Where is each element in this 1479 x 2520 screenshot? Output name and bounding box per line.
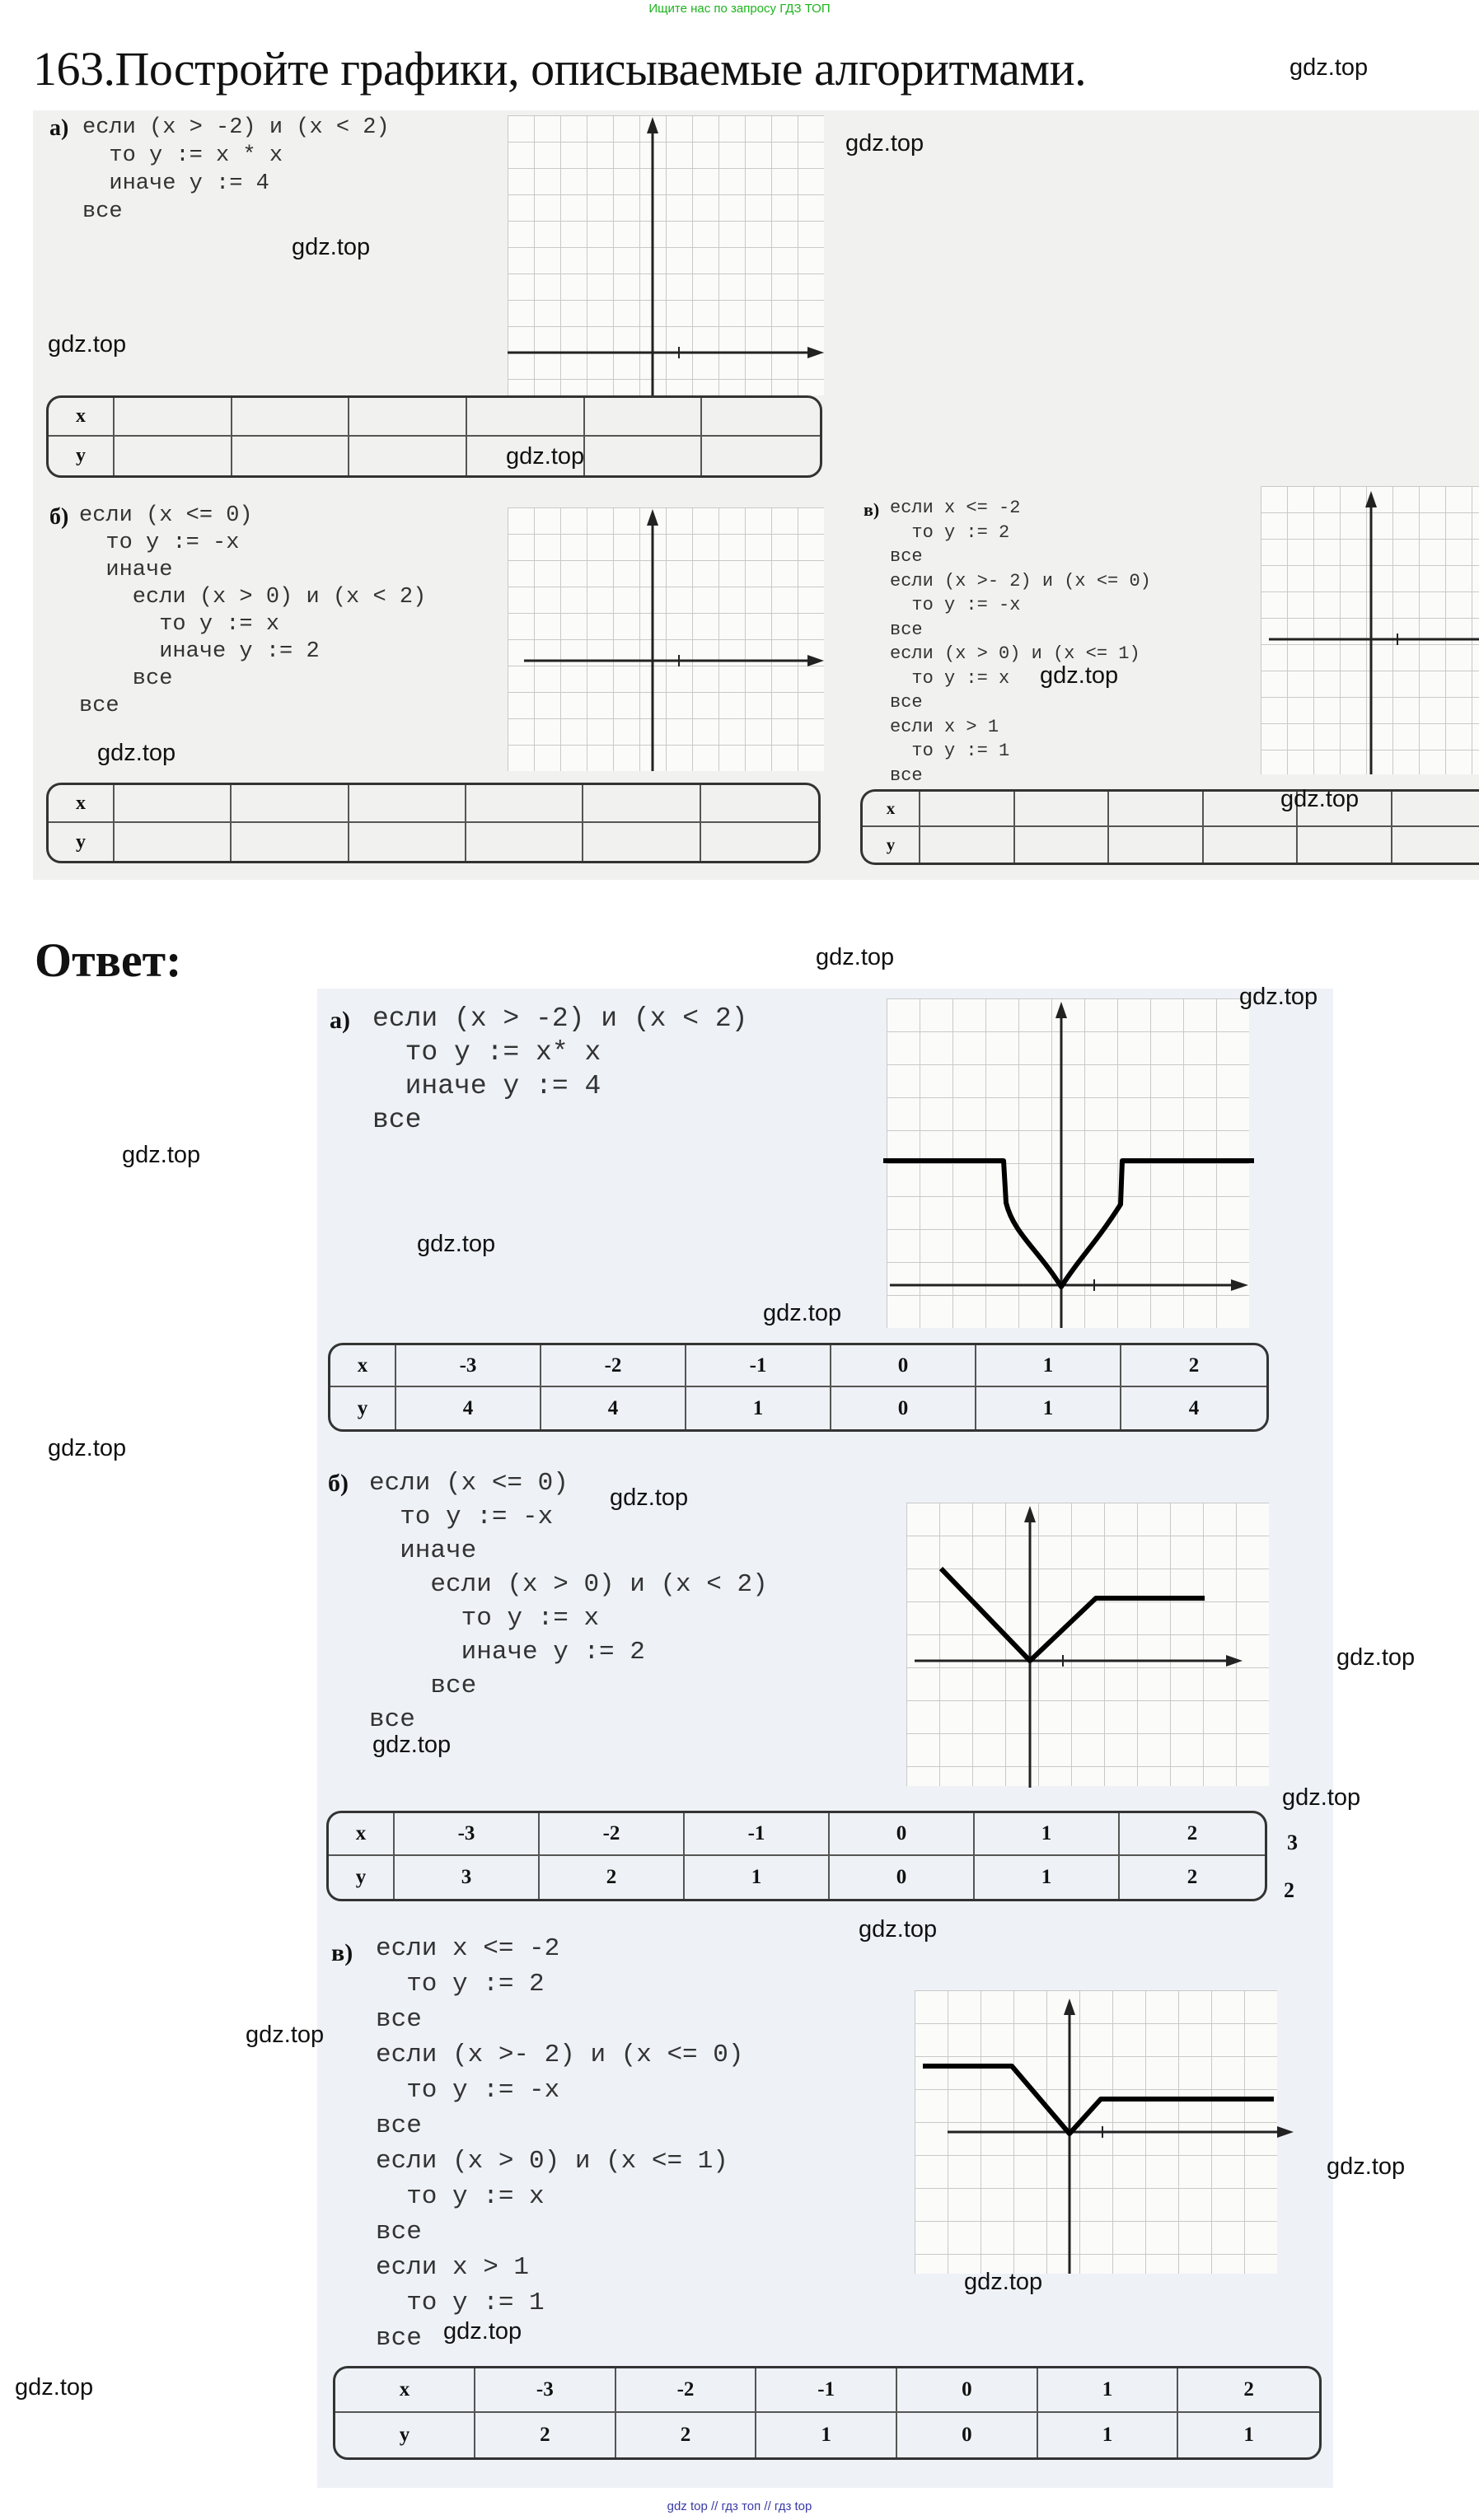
table-cell: 1 bbox=[686, 1387, 831, 1429]
top-note: Ищите нас по запросу ГДЗ ТОП bbox=[648, 2, 831, 16]
table-cell: -3 bbox=[395, 1813, 540, 1856]
task-b-cell bbox=[466, 785, 583, 823]
task-b-cell bbox=[232, 823, 349, 861]
answer-a-x-label: x bbox=[330, 1345, 396, 1387]
table-cell: -1 bbox=[686, 1345, 831, 1387]
task-b-table bbox=[46, 783, 821, 863]
table-cell: 0 bbox=[831, 1387, 976, 1429]
watermark: gdz.top bbox=[15, 2374, 94, 2401]
task-c-table bbox=[860, 789, 1479, 865]
watermark: gdz.top bbox=[292, 234, 371, 260]
answer-c-y-label: y bbox=[335, 2413, 475, 2457]
task-c-label: в) bbox=[864, 499, 880, 520]
task-a-cell bbox=[585, 398, 703, 437]
answer-b-plot bbox=[898, 1499, 1252, 1788]
task-c-axes bbox=[1261, 486, 1479, 774]
answer-b-code: если (x <= 0) то y := -x иначе если (x > 0) и (x < 2) то y := x иначе y := 2 все все bbox=[369, 1469, 768, 1734]
answer-b-extra-x: 3 bbox=[1287, 1830, 1298, 1854]
watermark: gdz.top bbox=[1336, 1644, 1416, 1671]
table-cell: -2 bbox=[616, 2368, 757, 2413]
answer-a-y-label: y bbox=[330, 1387, 396, 1429]
table-cell: 1 bbox=[685, 1856, 830, 1899]
task-c-cell bbox=[1392, 827, 1479, 863]
task-a-cell bbox=[232, 437, 350, 475]
table-cell: 1 bbox=[1038, 2368, 1179, 2413]
task-a-cell bbox=[232, 398, 350, 437]
table-cell: -3 bbox=[475, 2368, 616, 2413]
footer-note: gdz top // гдз топ // гдз top bbox=[667, 2499, 812, 2513]
task-b-cell bbox=[349, 823, 466, 861]
watermark: gdz.top bbox=[845, 130, 924, 157]
task-b-cell bbox=[583, 785, 700, 823]
answer-a-code: если (x > -2) и (x < 2) то y := x* x иначе y := 4 все bbox=[372, 1003, 748, 1135]
task-a-table bbox=[46, 395, 822, 478]
table-cell: 2 bbox=[475, 2413, 616, 2457]
task-a-cell bbox=[702, 398, 820, 437]
task-c-cell bbox=[1298, 827, 1392, 863]
table-cell: 2 bbox=[616, 2413, 757, 2457]
watermark: gdz.top bbox=[1040, 662, 1119, 689]
task-a-cell bbox=[585, 437, 703, 475]
task-b-y-label: y bbox=[49, 823, 115, 861]
table-cell: 2 bbox=[540, 1856, 685, 1899]
task-b-cell bbox=[115, 823, 232, 861]
task-b-cell bbox=[583, 823, 700, 861]
table-cell: 3 bbox=[395, 1856, 540, 1899]
watermark: gdz.top bbox=[48, 331, 127, 358]
task-a-cell bbox=[349, 437, 467, 475]
table-cell: 0 bbox=[830, 1813, 975, 1856]
answer-c-table bbox=[333, 2366, 1322, 2460]
task-b-cell bbox=[466, 823, 583, 861]
task-c-cell bbox=[920, 792, 1015, 827]
task-a-cell bbox=[702, 437, 820, 475]
table-cell: 4 bbox=[1188, 1396, 1200, 1419]
table-cell: -3 bbox=[396, 1345, 541, 1387]
task-b-cell bbox=[232, 785, 349, 823]
task-b-code: если (x <= 0) то y := -x иначе если (x > 0) и (x < 2) то y := x иначе y := 2 все все bbox=[79, 503, 427, 718]
watermark: gdz.top bbox=[246, 2022, 325, 2048]
answer-c-label: в) bbox=[331, 1939, 353, 1966]
watermark: gdz.top bbox=[859, 1916, 938, 1943]
table-cell: -1 bbox=[685, 1813, 830, 1856]
task-c-cell bbox=[1015, 827, 1110, 863]
task-c-cell bbox=[1109, 792, 1204, 827]
watermark: gdz.top bbox=[1239, 984, 1318, 1010]
watermark: gdz.top bbox=[1327, 2153, 1406, 2180]
watermark: gdz.top bbox=[610, 1484, 689, 1511]
table-cell: 1 bbox=[1243, 2424, 1254, 2446]
table-cell: 0 bbox=[897, 2413, 1038, 2457]
answer-a-label: а) bbox=[330, 1007, 350, 1034]
table-cell: 1 bbox=[976, 1387, 1121, 1429]
task-a-cell bbox=[467, 398, 585, 437]
answer-a-plot bbox=[873, 998, 1269, 1328]
table-cell: 0 bbox=[831, 1345, 976, 1387]
task-a-cell bbox=[115, 398, 232, 437]
task-b-cell bbox=[701, 785, 818, 823]
watermark: gdz.top bbox=[48, 1435, 127, 1461]
task-a-cell bbox=[115, 437, 232, 475]
task-c-x-label: x bbox=[863, 792, 920, 827]
answer-c-plot bbox=[915, 1985, 1302, 2274]
watermark: gdz.top bbox=[443, 2318, 522, 2345]
table-cell: 0 bbox=[897, 2368, 1038, 2413]
table-cell: 2 bbox=[1120, 1813, 1265, 1856]
task-b-cell bbox=[701, 823, 818, 861]
answer-c-curve bbox=[923, 2066, 1274, 2134]
watermark: gdz.top bbox=[1282, 1784, 1361, 1811]
task-a-code: если (x > -2) и (x < 2) то y := x * x иначе y := 4 все bbox=[82, 115, 390, 224]
answer-a-curve bbox=[883, 1161, 1254, 1287]
watermark: gdz.top bbox=[417, 1231, 496, 1257]
task-a-label: а) bbox=[49, 115, 69, 141]
table-cell: 1 bbox=[975, 1813, 1120, 1856]
task-c-y-label: y bbox=[863, 827, 920, 863]
task-a-cell bbox=[349, 398, 467, 437]
watermark: gdz.top bbox=[816, 944, 895, 970]
table-cell: 1 bbox=[1038, 2413, 1179, 2457]
watermark: gdz.top bbox=[122, 1142, 201, 1168]
answer-b-curve bbox=[941, 1569, 1205, 1661]
table-cell: 1 bbox=[976, 1345, 1121, 1387]
answer-a-table bbox=[328, 1343, 1269, 1432]
task-b-cell bbox=[115, 785, 232, 823]
page-title: 163.Постройте графики, описываемые алгоритмами. bbox=[33, 42, 1087, 96]
table-cell: -2 bbox=[540, 1813, 685, 1856]
answer-b-extra-y: 2 bbox=[1284, 1878, 1294, 1902]
task-c-cell bbox=[1392, 792, 1479, 827]
table-cell: 1 bbox=[756, 2413, 897, 2457]
watermark: gdz.top bbox=[763, 1300, 842, 1326]
answer-c-x-label: x bbox=[335, 2368, 475, 2413]
task-c-cell bbox=[1109, 827, 1204, 863]
table-cell: 2 bbox=[1186, 1866, 1198, 1888]
answer-c-code: если x <= -2 то y := 2 все если (x >- 2) и (x <= 0) то y := -x все если (x > 0) и (x <= 1) то y := x все если x > 1 то y := 1 все bbox=[376, 1934, 744, 2353]
task-a-y-label: y bbox=[49, 437, 115, 475]
watermark: gdz.top bbox=[1289, 54, 1369, 81]
table-cell: -1 bbox=[756, 2368, 897, 2413]
task-a-x-label: x bbox=[49, 398, 115, 437]
table-cell: 1 bbox=[975, 1856, 1120, 1899]
table-cell: 4 bbox=[396, 1387, 541, 1429]
table-cell: 0 bbox=[830, 1856, 975, 1899]
task-b-cell bbox=[349, 785, 466, 823]
watermark: gdz.top bbox=[372, 1732, 452, 1758]
table-cell: 2 bbox=[1178, 2368, 1319, 2413]
task-c-cell bbox=[1015, 792, 1110, 827]
answer-b-label: б) bbox=[328, 1470, 349, 1497]
task-b-axes bbox=[508, 507, 824, 771]
task-b-x-label: x bbox=[49, 785, 115, 823]
watermark: gdz.top bbox=[1280, 786, 1360, 812]
answer-b-y-label: y bbox=[329, 1856, 395, 1899]
table-cell: 2 bbox=[1121, 1345, 1266, 1387]
answer-heading: Ответ: bbox=[35, 933, 182, 987]
watermark: gdz.top bbox=[506, 443, 585, 470]
answer-b-table bbox=[326, 1811, 1267, 1901]
table-cell: 4 bbox=[541, 1387, 686, 1429]
task-b-label: б) bbox=[49, 504, 69, 530]
task-a-axes bbox=[508, 115, 824, 395]
task-c-cell bbox=[920, 827, 1015, 863]
watermark: gdz.top bbox=[964, 2269, 1043, 2295]
task-c-code: если x <= -2 то y := 2 все если (x >- 2) и (x <= 0) то y := -x все если (x > 0) и (x <= 1) то y := x все если x > 1 то y := 1 все bbox=[890, 498, 1151, 786]
watermark: gdz.top bbox=[97, 740, 176, 766]
task-c-cell bbox=[1204, 827, 1299, 863]
table-cell: -2 bbox=[541, 1345, 686, 1387]
answer-b-x-label: x bbox=[329, 1813, 395, 1856]
